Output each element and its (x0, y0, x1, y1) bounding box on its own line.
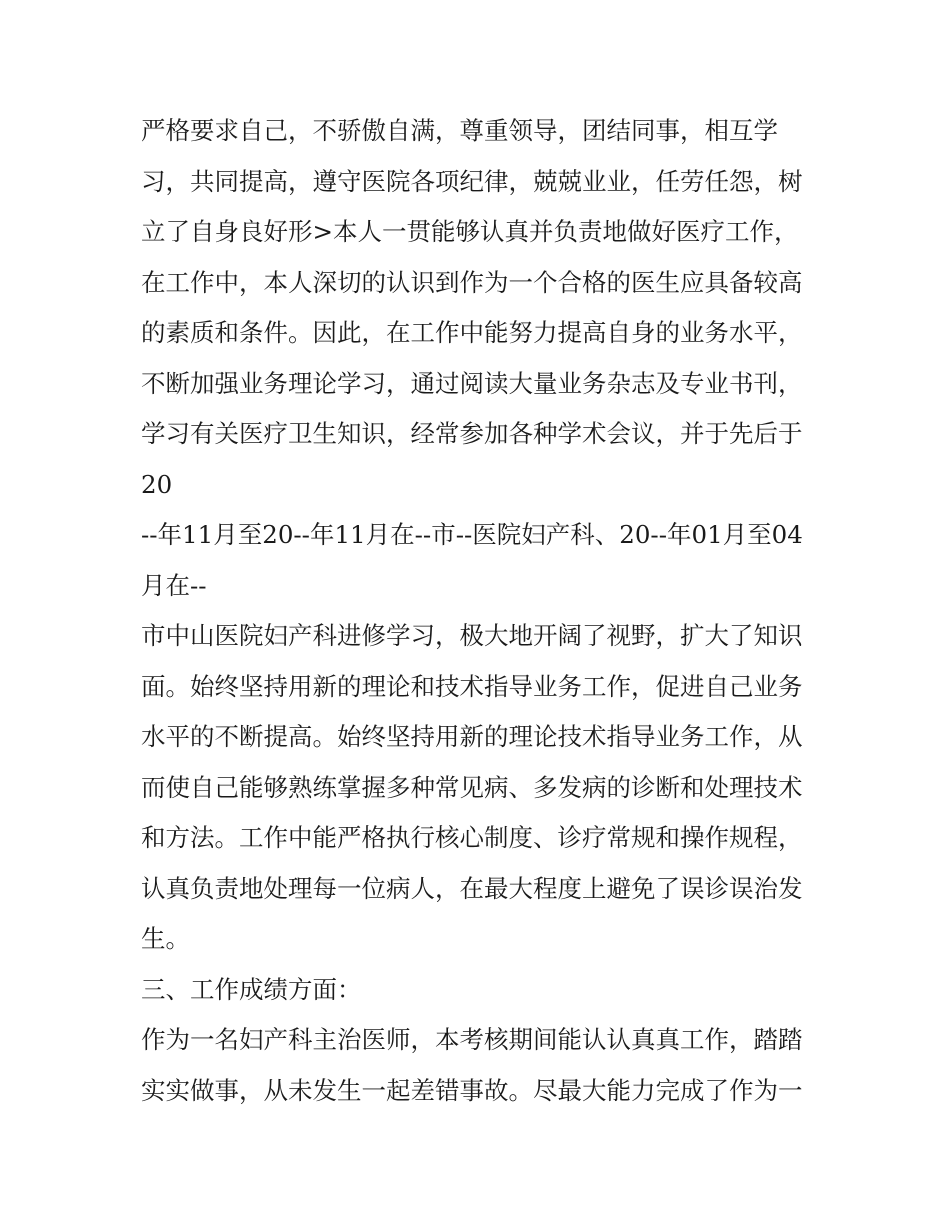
text-line: 在工作中，本人深切的认识到作为一个合格的医生应具备较高 (141, 267, 803, 297)
text-line: 而使自己能够熟练掌握多种常见病、多发病的诊断和处理技术 (141, 772, 803, 802)
text-line: 生。 (141, 924, 190, 953)
section-heading: 三、工作成绩方面： (141, 974, 362, 1004)
text-line: 的素质和条件。因此，在工作中能努力提高自身的业务水平， (141, 318, 803, 347)
text-line: 和方法。工作中能严格执行核心制度、诊疗常规和操作规程， (141, 823, 803, 852)
text-line: 市中山医院妇产科进修学习，极大地开阔了视野，扩大了知识 (141, 621, 803, 650)
text-line: 月在-- (141, 570, 207, 600)
text-line: 不断加强业务理论学习，通过阅读大量业务杂志及专业书刊， (141, 368, 803, 398)
body-text (141, 106, 821, 1116)
text-line: 习，共同提高，遵守医院各项纪律，兢兢业业，任劳任怨，树 (141, 166, 803, 196)
text-line: 实实做事，从未发生一起差错事故。尽最大能力完成了作为一 (141, 1075, 803, 1105)
text-line: 学习有关医疗卫生知识，经常参加各种学术会议，并于先后于 (141, 419, 803, 448)
text-line: 水平的不断提高。始终坚持用新的理论技术指导业务工作，从 (141, 722, 803, 751)
text-line: 立了自身良好形>本人一贯能够认真并负责地做好医疗工作， (141, 217, 799, 246)
text-line: --年11月至20--年11月在--市--医院妇产科、20--年01月至04 (141, 520, 803, 549)
text-line: 面。始终坚持用新的理论和技术指导业务工作，促进自己业务 (141, 671, 803, 701)
text-line: 认真负责地处理每一位病人，在最大程度上避免了误诊误治发 (141, 873, 803, 903)
text-line: 严格要求自己，不骄傲自满，尊重领导，团结同事，相互学 (141, 116, 778, 145)
text-line: 20 (141, 469, 173, 499)
text-line: 作为一名妇产科主治医师，本考核期间能认认真真工作，踏踏 (141, 1025, 803, 1054)
